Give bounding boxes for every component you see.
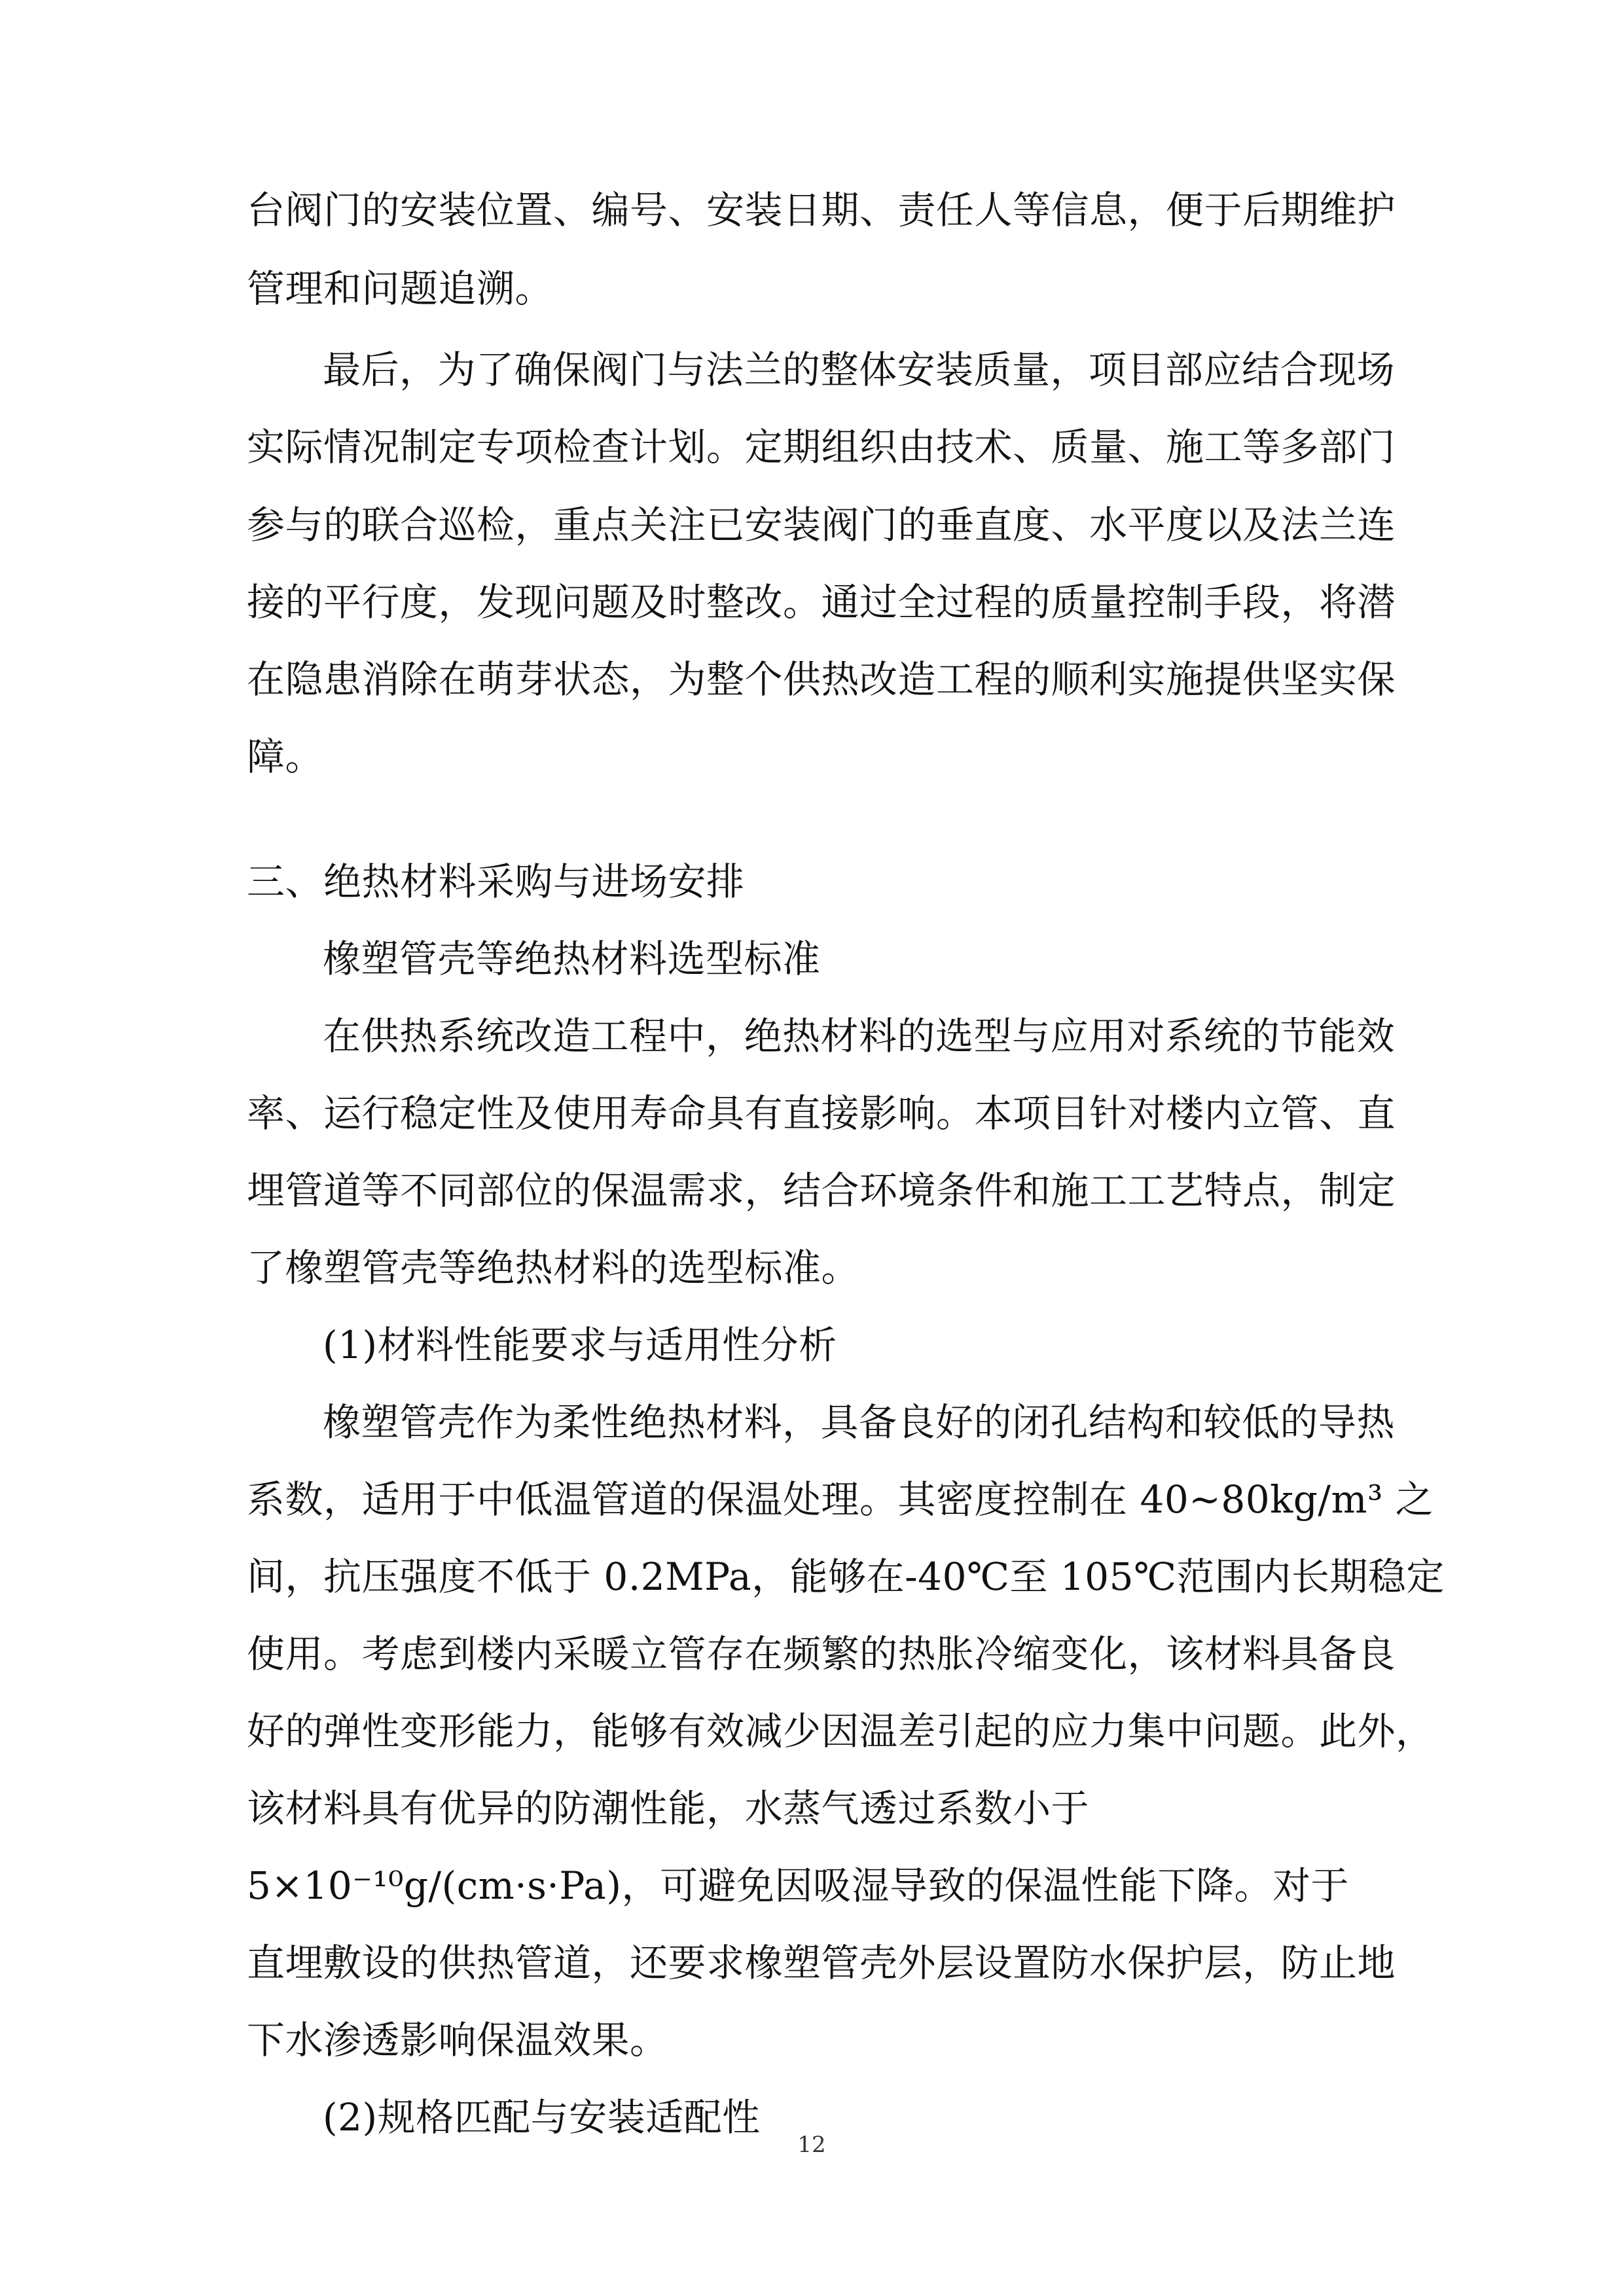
item-heading: (2)规格匹配与安装适配性 — [323, 2095, 761, 2140]
text-line: 橡塑管壳作为柔性绝热材料，具备良好的闭孔结构和较低的导热 — [323, 1400, 1396, 1444]
text-line: 该材料具有优异的防潮性能，水蒸气透过系数小于 — [247, 1786, 1090, 1831]
text-line: 了橡塑管壳等绝热材料的选型标准。 — [247, 1246, 860, 1290]
text-line: 台阀门的安装位置、编号、安装日期、责任人等信息，便于后期维护 — [247, 188, 1396, 232]
text-line: 埋管道等不同部位的保温需求，结合环境条件和施工工艺特点，制定 — [247, 1168, 1396, 1213]
text-line: 接的平行度，发现问题及时整改。通过全过程的质量控制手段，将潜 — [247, 580, 1396, 624]
text-line: 5×10⁻¹⁰g/(cm·s·Pa)，可避免因吸湿导致的保温性能下降。对于 — [247, 1863, 1349, 1908]
text-line: 率、运行稳定性及使用寿命具有直接影响。本项目针对楼内立管、直 — [247, 1091, 1396, 1136]
text-line: 最后，为了确保阀门与法兰的整体安装质量，项目部应结合现场 — [323, 348, 1396, 392]
subsection-heading: 橡塑管壳等绝热材料选型标准 — [323, 937, 821, 981]
text-line: 管理和问题追溯。 — [247, 266, 554, 311]
text-line: 下水渗透影响保温效果。 — [247, 2018, 668, 2062]
section-heading: 三、绝热材料采购与进场安排 — [247, 859, 745, 904]
text-line: 直埋敷设的供热管道，还要求橡塑管壳外层设置防水保护层，防止地 — [247, 1941, 1396, 1985]
item-heading: (1)材料性能要求与适用性分析 — [323, 1323, 837, 1367]
text-line: 使用。考虑到楼内采暖立管存在频繁的热胀冷缩变化，该材料具备良 — [247, 1632, 1396, 1676]
text-line: 系数，适用于中低温管道的保温处理。其密度控制在 40~80kg/m³ 之 — [247, 1477, 1434, 1522]
text-line: 障。 — [247, 734, 324, 779]
page-number: 12 — [797, 2132, 826, 2158]
text-line: 间，抗压强度不低于 0.2MPa，能够在-40℃至 105℃范围内长期稳定 — [247, 1554, 1445, 1599]
text-line: 实际情况制定专项检查计划。定期组织由技术、质量、施工等多部门 — [247, 425, 1396, 469]
text-line: 参与的联合巡检，重点关注已安装阀门的垂直度、水平度以及法兰连 — [247, 503, 1396, 547]
text-line: 好的弹性变形能力，能够有效减少因温差引起的应力集中问题。此外， — [247, 1709, 1434, 1753]
text-line: 在隐患消除在萌芽状态，为整个供热改造工程的顺利实施提供坚实保 — [247, 657, 1396, 702]
text-line: 在供热系统改造工程中，绝热材料的选型与应用对系统的节能效 — [323, 1014, 1396, 1058]
